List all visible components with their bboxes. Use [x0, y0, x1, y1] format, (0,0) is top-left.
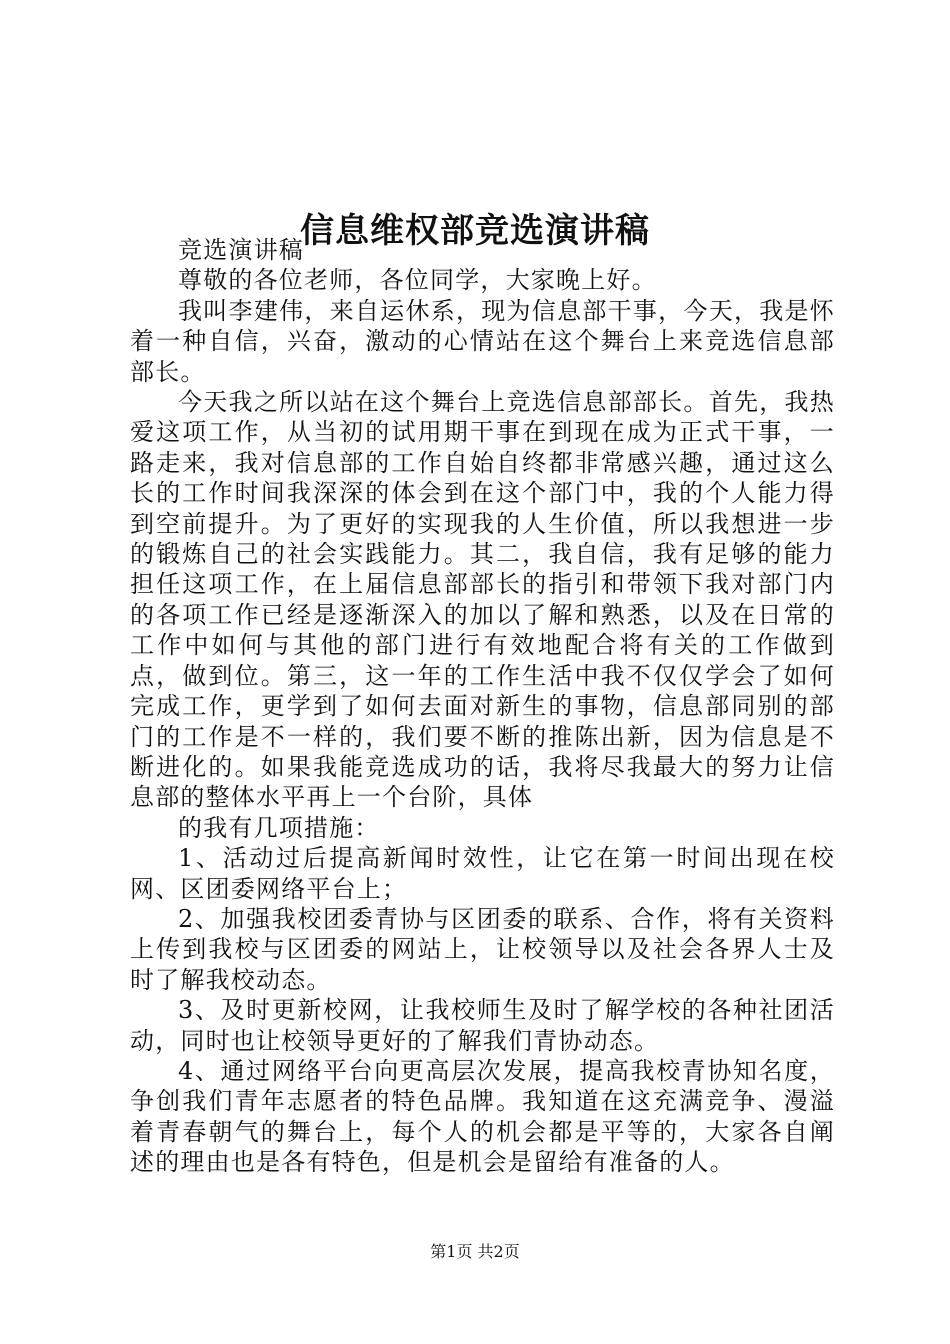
paragraph-measures-intro: 的我有几项措施：: [178, 813, 380, 842]
paragraph-reasons: 今天我之所以站在这个舞台上竞选信息部部长。首先，我热爱这项工作，从当初的试用期干事在到现在成为正式干事，一路走来，我对信息部的工作自始自终都非常感兴趣，通过这么长的工作时间我深深的体会到在这个部门中，我的个人能力得到空前提升。为了更好的实现我的人生价值，所以我想进一步的锻炼自己的社会实践能力。其二，我自信，我有足够的能力担任这项工作，在上届信息部部长的指引和带领下我对部门内的各项工作已经是逐渐深入的加以了解和熟悉，以及在日常的工作中如何与其他的部门进行有效地配合将有关的工作做到点，做到位。第三，这一年的工作生活中我不仅仅学会了如何完成工作，更学到了如何去面对新生的事物，信息部同别的部门的工作是不一样的，我们要不断的推陈出新，因为信息是不断进化的。如果我能竞选成功的话，我将尽我最大的努力让信息部的整体水平再上一个台阶，具体: [130, 388, 835, 812]
document-body: [130, 235, 835, 1178]
paragraph-measure-3: 3、及时更新校网，让我校师生及时了解学校的各种社团活动，同时也让校领导更好的了解我们青协动态。: [130, 996, 835, 1055]
paragraph-greeting: 尊敬的各位老师，各位同学，大家晚上好。: [178, 266, 657, 295]
document-title: 信息维权部竞选演讲稿: [300, 210, 650, 251]
paragraph-intro: 我叫李建伟，来自运休系，现为信息部干事，今天，我是怀着一种自信，兴奋，激动的心情站在这个舞台上来竞选信息部部长。: [130, 296, 835, 386]
paragraph-measure-4: 4、通过网络平台向更高层次发展，提高我校青协知名度，争创我们青年志愿者的特色品牌。我知道在这充满竞争、漫溢着青春朝气的舞台上，每个人的机会都是平等的，大家各自阐述的理由也是各有特色，但是机会是留给有准备的人。: [130, 1056, 835, 1177]
paragraph-heading: 竞选演讲稿: [178, 236, 304, 264]
paragraph-measure-2: 2、加强我校团委青协与区团委的联系、合作，将有关资料上传到我校与区团委的网站上，让校领导以及社会各界人士及时了解我校动态。: [130, 904, 835, 994]
page-number-footer: 第1页 共2页: [430, 1242, 520, 1261]
paragraph-measure-1: 1、活动过后提高新闻时效性，让它在第一时间出现在校网、区团委网络平台上；: [130, 844, 835, 903]
